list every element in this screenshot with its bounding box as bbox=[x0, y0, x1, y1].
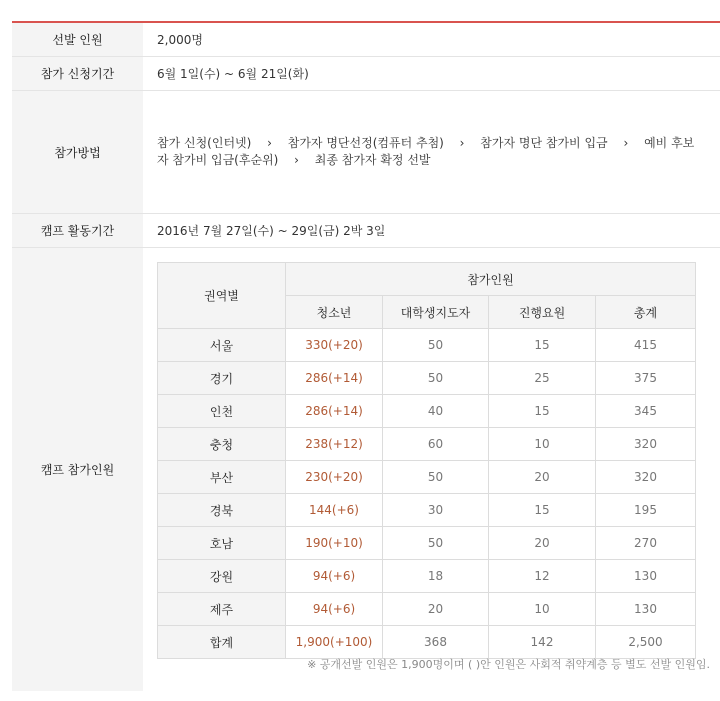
row-camp-period bbox=[12, 214, 720, 248]
region-cell: 강원 bbox=[158, 560, 286, 593]
student-cell: 30 bbox=[383, 494, 489, 527]
student-cell: 50 bbox=[383, 329, 489, 362]
column-header: 진행요원 bbox=[489, 296, 596, 329]
staff-cell: 142 bbox=[489, 626, 596, 659]
table-row bbox=[158, 560, 696, 593]
row-header: 선발 인원 bbox=[12, 23, 143, 56]
region-cell: 호남 bbox=[158, 527, 286, 560]
region-cell: 서울 bbox=[158, 329, 286, 362]
student-cell: 50 bbox=[383, 527, 489, 560]
youth-cell: 230(+20) bbox=[286, 461, 383, 494]
student-cell: 368 bbox=[383, 626, 489, 659]
method-line-2: 자 참가비 입금(후순위) › 최종 참가자 확정 선발 bbox=[157, 153, 431, 167]
column-header: 청소년 bbox=[286, 296, 383, 329]
group-header: 참가인원 bbox=[286, 263, 696, 296]
region-cell: 충청 bbox=[158, 428, 286, 461]
total-cell: 130 bbox=[596, 593, 696, 626]
staff-cell: 20 bbox=[489, 461, 596, 494]
participants-table bbox=[157, 262, 696, 659]
staff-cell: 25 bbox=[489, 362, 596, 395]
total-cell: 320 bbox=[596, 428, 696, 461]
table-row bbox=[158, 494, 696, 527]
recruitment-info-table bbox=[12, 0, 720, 701]
region-cell: 합계 bbox=[158, 626, 286, 659]
student-cell: 50 bbox=[383, 461, 489, 494]
method-line-1: 참가 신청(인터넷) › 참가자 명단선정(컴퓨터 추첨) › 참가자 명단 참가비 입금 › 예비 후보 bbox=[157, 136, 695, 150]
staff-cell: 15 bbox=[489, 494, 596, 527]
table-row bbox=[158, 395, 696, 428]
staff-cell: 15 bbox=[489, 395, 596, 428]
table-row bbox=[158, 362, 696, 395]
column-header: 총계 bbox=[596, 296, 696, 329]
staff-cell: 20 bbox=[489, 527, 596, 560]
youth-cell: 1,900(+100) bbox=[286, 626, 383, 659]
table-row bbox=[158, 527, 696, 560]
youth-cell: 286(+14) bbox=[286, 395, 383, 428]
table-row bbox=[158, 428, 696, 461]
row-header: 참가 신청기간 bbox=[12, 57, 143, 90]
row-header: 참가방법 bbox=[12, 91, 143, 213]
youth-cell: 286(+14) bbox=[286, 362, 383, 395]
staff-cell: 15 bbox=[489, 329, 596, 362]
youth-cell: 144(+6) bbox=[286, 494, 383, 527]
row-header: 캠프 참가인원 bbox=[12, 248, 143, 691]
total-cell: 415 bbox=[596, 329, 696, 362]
row-method bbox=[12, 91, 720, 214]
youth-cell: 94(+6) bbox=[286, 593, 383, 626]
total-cell: 195 bbox=[596, 494, 696, 527]
table-row-total bbox=[158, 626, 696, 659]
total-cell: 130 bbox=[596, 560, 696, 593]
table-row bbox=[158, 329, 696, 362]
row-value: 6월 1일(수) ~ 6월 21일(화) bbox=[157, 67, 309, 81]
total-cell: 2,500 bbox=[596, 626, 696, 659]
student-cell: 20 bbox=[383, 593, 489, 626]
student-cell: 40 bbox=[383, 395, 489, 428]
total-cell: 345 bbox=[596, 395, 696, 428]
region-cell: 경북 bbox=[158, 494, 286, 527]
total-cell: 270 bbox=[596, 527, 696, 560]
staff-cell: 10 bbox=[489, 593, 596, 626]
youth-cell: 190(+10) bbox=[286, 527, 383, 560]
region-cell: 제주 bbox=[158, 593, 286, 626]
row-header: 캠프 활동기간 bbox=[12, 214, 143, 247]
row-value: 2016년 7월 27일(수) ~ 29일(금) 2박 3일 bbox=[157, 224, 386, 238]
region-cell: 경기 bbox=[158, 362, 286, 395]
youth-cell: 94(+6) bbox=[286, 560, 383, 593]
table-header-row bbox=[158, 263, 696, 296]
student-cell: 60 bbox=[383, 428, 489, 461]
student-cell: 50 bbox=[383, 362, 489, 395]
region-cell: 부산 bbox=[158, 461, 286, 494]
footnote: ※ 공개선발 인원은 1,900명이며 ( )안 인원은 사회적 취약계층 등 별도 선발 인원임. bbox=[307, 658, 710, 671]
column-header: 대학생지도자 bbox=[383, 296, 489, 329]
row-apply-period bbox=[12, 57, 720, 91]
total-cell: 320 bbox=[596, 461, 696, 494]
table-row bbox=[158, 461, 696, 494]
row-value bbox=[157, 91, 716, 213]
youth-cell: 330(+20) bbox=[286, 329, 383, 362]
staff-cell: 12 bbox=[489, 560, 596, 593]
student-cell: 18 bbox=[383, 560, 489, 593]
total-cell: 375 bbox=[596, 362, 696, 395]
region-cell: 인천 bbox=[158, 395, 286, 428]
row-selection bbox=[12, 23, 720, 57]
table-row bbox=[158, 593, 696, 626]
staff-cell: 10 bbox=[489, 428, 596, 461]
row-value: 2,000명 bbox=[157, 33, 203, 47]
youth-cell: 238(+12) bbox=[286, 428, 383, 461]
region-header: 권역별 bbox=[158, 263, 286, 329]
